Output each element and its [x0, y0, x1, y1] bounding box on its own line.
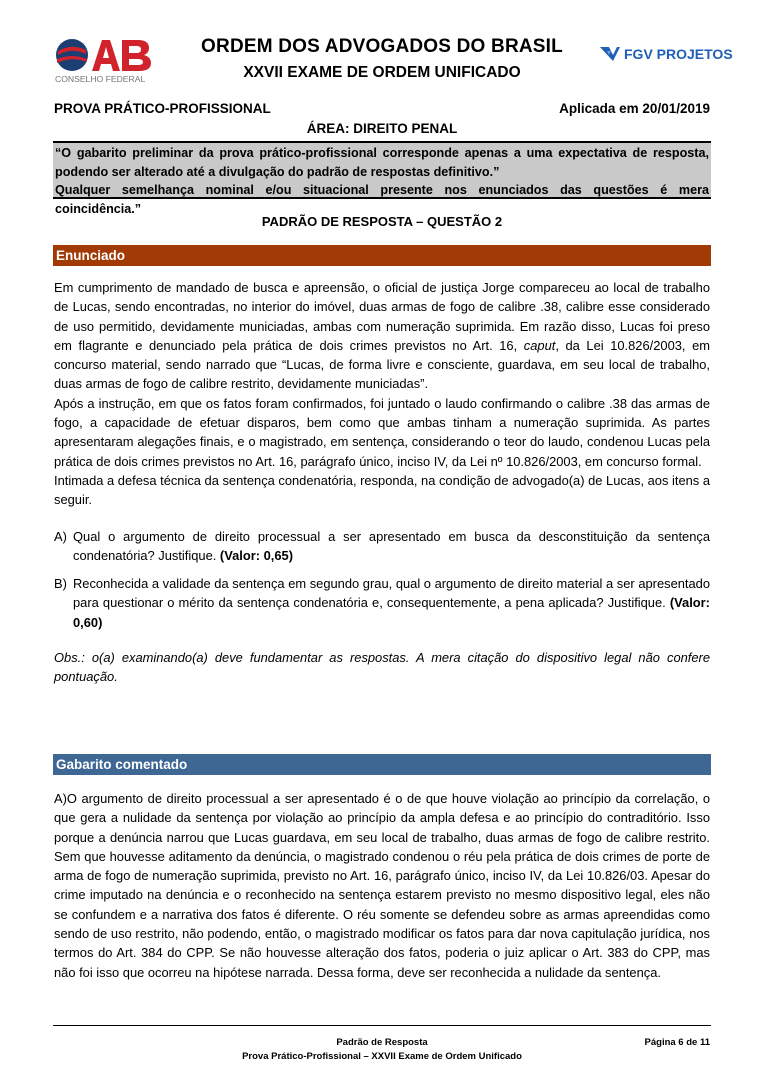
footer-line-1: Padrão de Resposta [336, 1037, 428, 1048]
item-a-value: (Valor: 0,65) [219, 548, 293, 564]
item-b-text: Reconhecida a validade da sentença em segundo grau, qual o argumento de direito material a ser apresentado para questionar o mérito da sentença condenatória e, consequentemente, a pena aplicada? Justifique. [73, 576, 710, 611]
oab-logo-caption: CONSELHO FEDERAL [55, 74, 146, 84]
header-title: ORDEM DOS ADVOGADOS DO BRASIL [201, 36, 563, 57]
page-number: Página 6 de 11 [644, 1037, 710, 1048]
question-item-a [54, 527, 710, 566]
enunciado-paragraph-1 [54, 278, 710, 394]
enunciado-text [54, 278, 710, 510]
gabarito-paragraph-1: A)O argumento de direito processual a ser apresentado é o de que houve violação ao princípio da correlação, o que gera a nulidade da sentença por violação ao princípio da ampla defesa e ao princípio do contraditório. Isso porque a denúncia narrou que Lucas guardava, em seu local de trabalho, duas armas de fogo de calibre restrito. Sem que houvesse aditamento da denúncia, o magistrado condenou o réu pela prática de dois crimes de porte de arma de fogo de numeração suprimida, previsto no Art. 16, parágrafo único, inciso IV, da Lei 10.826/03. Apesar do crime imputado na denúncia e o reconhecido na sentença estarem previsto no mesmo dispositivo legal, eles não se confundem e a narrativa dos fatos é diferente. O réu somente se defendeu sobre as armas apreendidas como sendo de uso restrito, não podendo, então, o magistrado modificar os fatos para dar nova capitulação jurídica, nos termos do Art. 384 do CPP. Se não houvesse alteração dos fatos, poderia o juiz aplicar o Art. 383 do CPP, mas não foi isso que ocorreu na hipótese narrada. Dessa forma, deve ser reconhecida a nulidade da sentença. [54, 791, 710, 980]
applied-date: Aplicada em 20/01/2019 [559, 101, 710, 116]
footer-divider [53, 1025, 711, 1026]
observation-note: Obs.: o(a) examinando(a) deve fundamentar as respostas. A mera citação do dispositivo legal não confere pontuação. [54, 650, 710, 685]
enunciado-paragraph-3: Intimada a defesa técnica da sentença condenatória, responda, na condição de advogado(a) de Lucas, aos itens a seguir. [54, 472, 710, 508]
enunciado-heading: Enunciado [53, 245, 711, 266]
item-b-label: B) [54, 576, 67, 591]
exam-type: PROVA PRÁTICO-PROFISSIONAL [54, 101, 271, 116]
disclaimer-box [53, 141, 711, 216]
item-a-text: Qual o argumento de direito processual a ser apresentado em busca da desconstituição da sentença condenatória? Justifique. [73, 529, 710, 564]
enunciado-caput: caput [523, 337, 556, 353]
gabarito-heading: Gabarito comentado [53, 754, 711, 775]
enunciado-paragraph-2: Após a instrução, em que os fatos foram confirmados, foi juntado o laudo confirmando o calibre .38 das armas de fogo, a capacidade de efetuar disparos, bem como que ambas tinham a numeração suprimida. As partes apresentaram alegações finais, e o magistrado, em sentença, considerando o teor do laudo, condenou Lucas pela prática de dois crimes previstos no Art. 16, parágrafo único, inciso IV, da Lei nº 10.826/2003, em concurso formal. [54, 395, 710, 469]
enunciado-p1-part-b: , da Lei 10.826/2003, em concurso material, sendo narrado que “Lucas, de forma livre e consciente, guardava, em seu local de trabalho, duas armas de fogo de calibre restrito, devidamente municiadas”. [54, 337, 710, 392]
question-item-b [54, 574, 710, 632]
exam-area: ÁREA: DIREITO PENAL [306, 121, 458, 136]
header-subtitle: XXVII EXAME DE ORDEM UNIFICADO [243, 64, 521, 81]
enunciado-p1-part-a: Em cumprimento de mandado de busca e apreensão, o oficial de justiça Jorge compareceu ao local de trabalho de Lucas, sendo encontradas, no interior do imóvel, duas armas de fogo de calibre .38, calibre esse considerado de uso permitido, devidamente municiadas, ambas com numeração suprimida. Em razão disso, Lucas foi preso em flagrante e denunciado pela prática de dois crimes previstos no Art. 16, [54, 280, 710, 353]
disclaimer-line-1: “O gabarito preliminar da prova prático-profissional corresponde apenas a uma expectativa de resposta, [55, 146, 709, 160]
disclaimer-line-2: podendo ser alterado até a divulgação do padrão de respostas definitivo.” [55, 164, 500, 179]
item-a-label: A) [54, 529, 67, 544]
gabarito-text [54, 789, 710, 982]
item-b-value: (Valor: 0,60) [73, 595, 710, 630]
footer-line-2: Prova Prático-Profissional – XXVII Exame de Ordem Unificado [242, 1051, 522, 1062]
disclaimer-line-3: Qualquer semelhança nominal e/ou situacional presente nos enunciados das questões é mera coincidência.” [55, 183, 709, 216]
section-title: PADRÃO DE RESPOSTA – QUESTÃO 2 [261, 214, 503, 229]
fgv-logo-text: FGV PROJETOS [624, 46, 733, 62]
